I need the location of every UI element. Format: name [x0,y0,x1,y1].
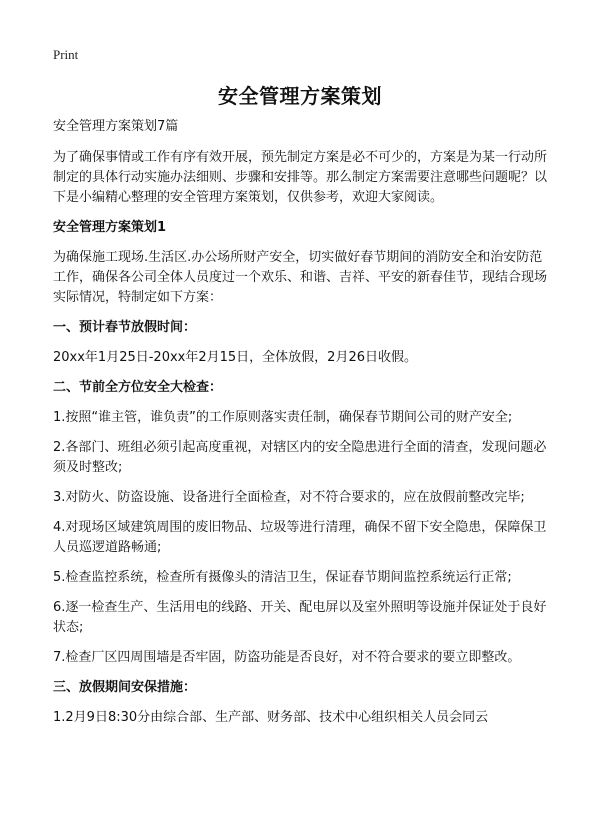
check-item: 5.检查监控系统，检查所有摄像头的清洁卫生，保证春节期间监控系统运行正常; [53,570,512,585]
check-item: 2.各部门、班组必须引起高度重视，对辖区内的安全隐患进行全面的清查，发现问题必须及时整改; [53,440,547,475]
document-body [53,118,550,738]
print-link[interactable]: Print [53,47,79,62]
check-item: 7.检查厂区四周围墙是否牢固，防盗功能是否良好，对不符合要求的要立即整改。 [53,650,521,665]
holiday-dates: 20xx年1月25日-20xx年2月15日，全体放假，2月26日收假。 [53,350,417,365]
heading-holiday-time: 一、预计春节放假时间： [53,320,197,335]
document-subtitle: 安全管理方案策划7篇 [53,119,179,134]
check-item: 6.逐一检查生产、生活用电的线路、开关、配电屏以及室外照明等设施并保证处于良好状态; [53,600,547,635]
measure-item: 1.2月9日8:30分由综合部、生产部、财务部、技术中心组织相关人员会同云 [53,710,489,725]
check-item: 3.对防火、防盗设施、设备进行全面检查，对不符合要求的，应在放假前整改完毕; [53,490,525,505]
check-item: 1.按照“谁主管，谁负责”的工作原则落实责任制，确保春节期间公司的财产安全; [53,410,513,425]
section-title: 安全管理方案策划1 [53,220,167,235]
check-item: 4.对现场区域建筑周围的废旧物品、垃圾等进行清理，确保不留下安全隐患，保障保卫人员巡逻道路畅通; [53,520,547,555]
intro-paragraph: 为了确保事情或工作有序有效开展，预先制定方案是必不可少的，方案是为某一行动所制定的具体行动实施办法细则、步骤和安排等。那么制定方案需要注意哪些问题呢？以下是小编精心整理的安全管理方案策划，仅供参考，欢迎大家阅读。 [53,150,548,205]
page-title: 安全管理方案策划 [218,84,382,108]
heading-safety-inspection: 二、节前全方位安全大检查： [53,380,223,395]
section-intro-paragraph: 为确保施工现场.生活区.办公场所财产安全，切实做好春节期间的消防安全和治安防范工作，确保各公司全体人员度过一个欢乐、和谐、吉祥、平安的新春佳节，现结合现场实际情况，特制定如下方案： [53,250,548,305]
heading-security-measures: 三、放假期间安保措施： [53,680,197,695]
